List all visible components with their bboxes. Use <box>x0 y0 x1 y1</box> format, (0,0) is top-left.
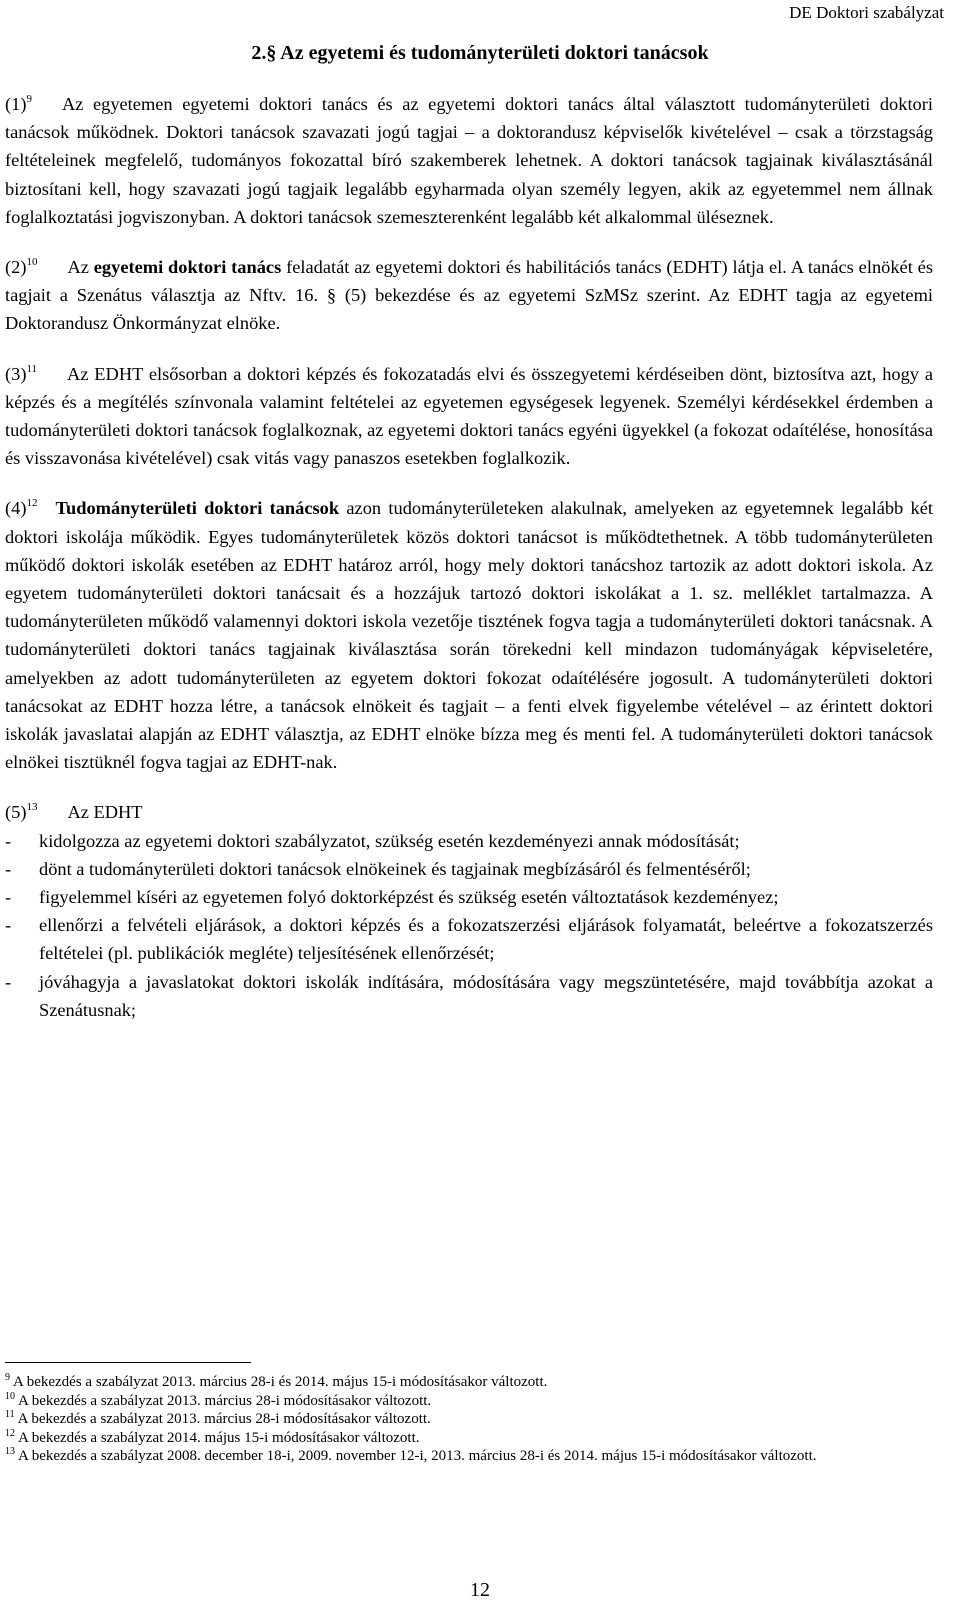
emphasized-term: egyetemi doktori tanács <box>93 257 282 278</box>
paragraph-number: (3) <box>5 363 27 384</box>
paragraph-text: feladatát az egyetemi doktori és habilitációs tanács (EDHT) látja el. A tanács elnökét és tagjait a Szenátus választja az Nftv. 16. § (5) bekezdése és az egyetemi SzMSz szerint. Az EDHT tagja az egyetemi Doktorandusz Önkormányzat elnöke. <box>5 257 933 334</box>
footnote-number: 13 <box>5 1446 15 1458</box>
document-body <box>5 90 933 1046</box>
footnote-text: A bekezdés a szabályzat 2014. május 15-i módosításakor változott. <box>17 1429 420 1446</box>
list-dash: - <box>5 858 12 879</box>
list-item <box>5 911 933 967</box>
footnote <box>5 1410 933 1429</box>
footnotes <box>5 1373 933 1466</box>
footnote-number: 11 <box>5 1409 15 1421</box>
footnote-number: 10 <box>5 1390 15 1402</box>
duties-list <box>5 827 933 1024</box>
list-dash: - <box>5 915 12 936</box>
paragraph-text: Az egyetemen egyetemi doktori tanács és az egyetemi doktori tanács által választott tudományterületi doktori tanácsok működnek. Doktori tanácsok szavazati jogú tagjai – a doktorandusz képviselők kivételével – csak a törzstagság feltételeinek megfelelő, tudományos fokozattal bíró szakemberek lehetnek. A doktori tanácsok tagjainak kiválasztásánál biztosítani kell, hogy szavazati jogú tagjaik legalább egyharmada olyan személy legyen, akik az egyetemmel nem állnak foglalkoztatási jogviszonyban. A doktori tanácsok szemeszterenként legalább két alkalommal üléseznek. <box>5 94 933 227</box>
list-item-text: ellenőrzi a felvételi eljárások, a doktori képzés és a fokozatszerzési eljárások folyamatát, beleértve a fokozatszerzés feltételei (pl. publikációk megléte) teljesítésének ellenőrzését; <box>39 915 933 964</box>
list-item-text: jóváhagyja a javaslatokat doktori iskolák indítására, módosítására vagy megszüntetésére, majd továbbítja azokat a Szenátusnak; <box>39 971 933 1020</box>
running-header: DE Doktori szabályzat <box>789 3 944 22</box>
paragraph-number: (1) <box>5 94 27 114</box>
paragraph-4 <box>5 494 933 776</box>
footnote-ref[interactable]: 9 <box>26 93 32 105</box>
page-number: 12 <box>470 1579 490 1601</box>
footnote-text: A bekezdés a szabályzat 2013. március 28-i módosításakor változott. <box>17 1392 432 1409</box>
footnote-separator <box>5 1362 251 1363</box>
list-item <box>5 855 933 883</box>
footnote-text: A bekezdés a szabályzat 2013. március 28-i és 2014. május 15-i módosításakor változott. <box>12 1374 548 1390</box>
list-dash: - <box>5 887 12 908</box>
footnote-number: 9 <box>5 1372 10 1383</box>
paragraph-text: Az EDHT <box>67 802 143 823</box>
footnote-text: A bekezdés a szabályzat 2013. március 28-i módosításakor változott. <box>17 1411 431 1428</box>
footnote-text: A bekezdés a szabályzat 2008. december 18-i, 2009. november 12-i, 2013. március 28-i és 2014. május 15-i módosításakor változott. <box>17 1448 817 1465</box>
list-item-text: kidolgozza az egyetemi doktori szabályzatot, szükség esetén kezdeményezi annak módosítását; <box>39 830 740 851</box>
footnote-ref[interactable]: 13 <box>26 801 38 814</box>
paragraph-number: (5) <box>5 802 27 823</box>
paragraph-text: Az EDHT elsősorban a doktori képzés és fokozatadás elvi és összegyetemi kérdéseiben dönt, biztosítva azt, hogy a képzés és a megítélés színvonala valamint feltételei az egyetemen egységesek legyenek. Személyi kérdésekkel érdemben a tudományterületi doktori tanácsok foglalkoznak, az egyetemi doktori tanács egyéni ügyekkel (a fokozat odaítélése, honosítása és visszavonása kivételével) csak vitás vagy panaszos esetekben foglalkozik. <box>5 363 933 469</box>
footnote <box>5 1447 933 1466</box>
footnote <box>5 1392 933 1411</box>
footnote-ref[interactable]: 10 <box>26 256 38 269</box>
list-item <box>5 883 933 911</box>
paragraph-2 <box>5 253 933 338</box>
paragraph-heading-line <box>5 798 933 826</box>
footnote-number: 12 <box>5 1427 15 1439</box>
list-dash: - <box>5 830 12 851</box>
footnote-ref[interactable]: 12 <box>26 497 38 510</box>
paragraph-text: azon tudományterületeken alakulnak, amelyeken az egyetemnek legalább két doktori iskolája működik. Egyes tudományterületek közös doktori tanácsot is működtethetnek. A több tudományterületen működő doktori iskolák esetében az EDHT határoz arról, hogy mely doktori tanácshoz tartozik az adott doktori iskola. Az egyetem tudományterületi doktori tanácsait és a hozzájuk tartozó doktori iskolákat a 1. sz. melléklet tartalmazza. A tudományterületen működő valamennyi doktori iskola vezetője tisztének fogva tagja a tudományterületi doktori tanácsnak. A tudományterületi doktori tanács tagjainak kiválasztása során törekedni kell mindazon tudományágak képviseletére, amelyekben az adott tudományterületen az egyetem doktori fokozat odaítélésére jogosult. A tudományterületi doktori tanácsokat az EDHT hozza létre, a tanácsok elnökeit és tagjait – a fenti elvek figyelembe vételével – az érintett doktori iskolák javaslatai alapján az EDHT választja, az EDHT elnöke bízza meg és menti fel. A tudományterületi doktori tanácsok elnökei tisztüknél fogva tagjai az EDHT-nak. <box>5 498 933 773</box>
paragraph-5 <box>5 798 933 1024</box>
list-item <box>5 827 933 855</box>
list-item-text: figyelemmel kíséri az egyetemen folyó doktorképzést és szükség esetén változtatások kezdeményez; <box>39 887 779 908</box>
section-title: 2.§ Az egyetemi és tudományterületi doktori tanácsok <box>251 42 709 64</box>
list-dash: - <box>5 971 12 992</box>
footnote <box>5 1373 933 1392</box>
paragraph-3 <box>5 360 933 473</box>
paragraph-number: (4) <box>5 498 27 519</box>
paragraph-1 <box>5 90 933 231</box>
footnote <box>5 1429 933 1448</box>
emphasized-term: Tudományterületi doktori tanácsok <box>55 498 340 519</box>
paragraph-text-lead: Az <box>67 257 94 278</box>
list-item <box>5 968 933 1024</box>
list-item-text: dönt a tudományterületi doktori tanácsok elnökeinek és tagjainak megbízásáról és felmentéséről; <box>39 858 751 879</box>
footnote-ref[interactable]: 11 <box>26 362 38 375</box>
paragraph-number: (2) <box>5 257 27 278</box>
